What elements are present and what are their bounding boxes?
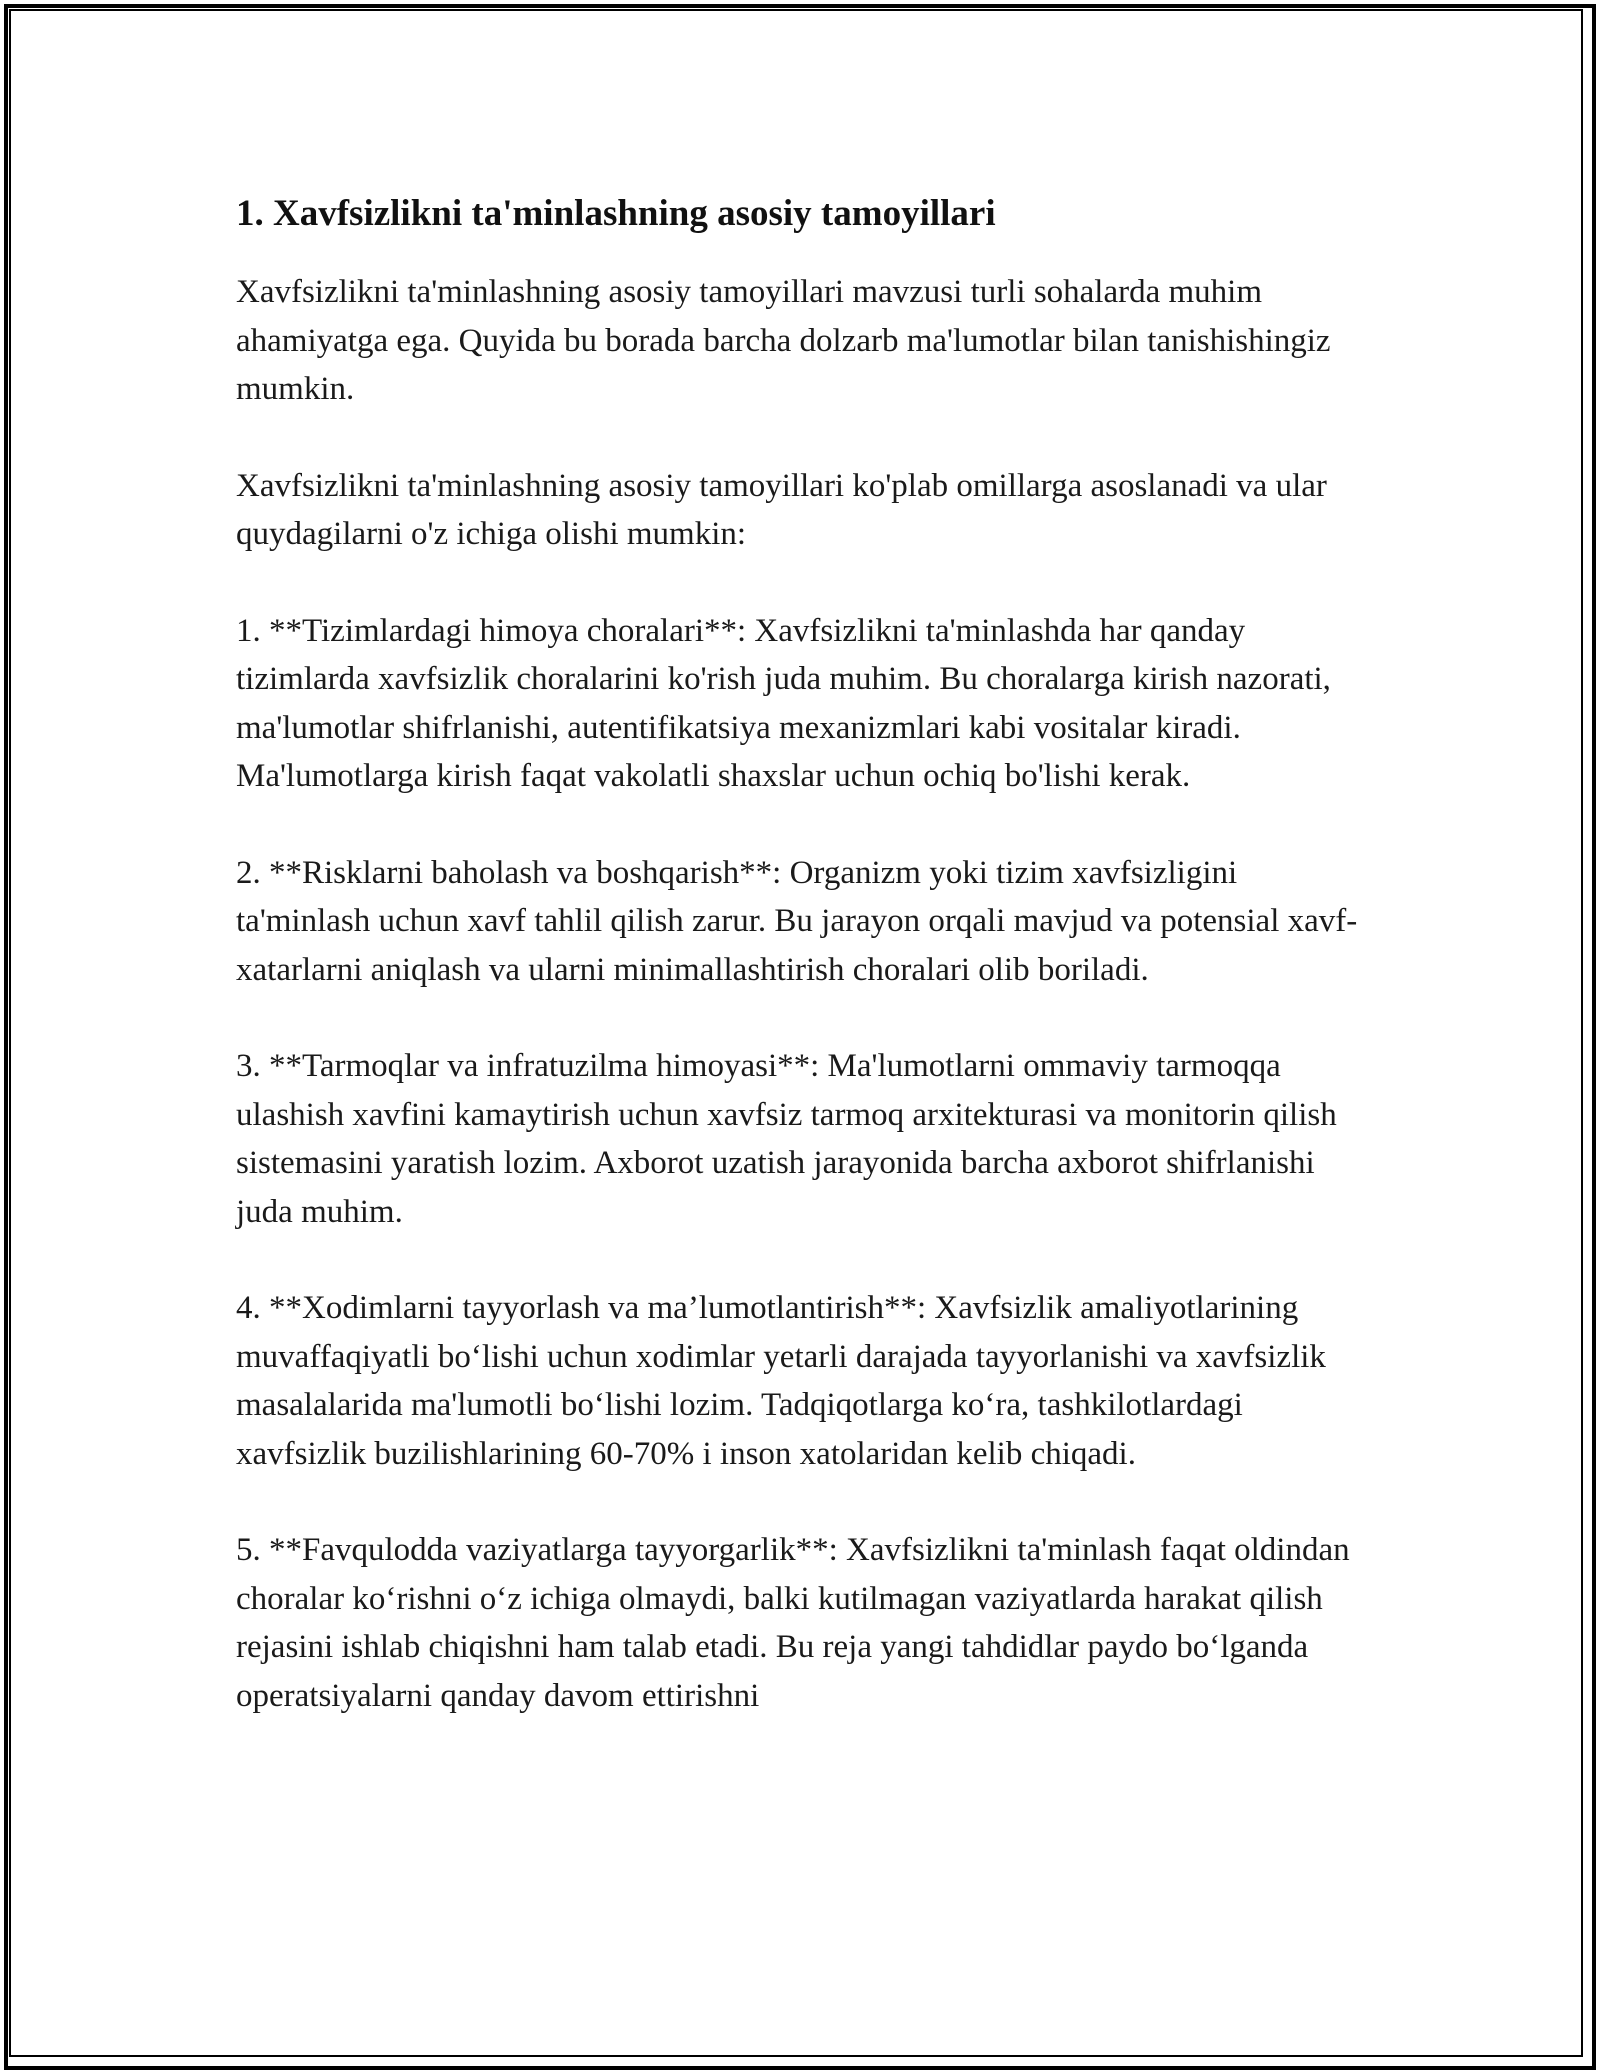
- page-title: 1. Xavfsizlikni ta'minlashning asosiy tamoyillari: [236, 193, 996, 234]
- principles-lead-paragraph: Xavfsizlikni ta'minlashning asosiy tamoyillari ko'plab omillarga asoslanadi va ular quydagilarni o'z ichiga olishi mumkin:: [236, 467, 1327, 552]
- principle-item-3: 3. **Tarmoqlar va infratuzilma himoyasi**: Ma'lumotlarni ommaviy tarmoqqa ulashish xavfini kamaytirish uchun xavfsiz tarmoq arxitekturasi va monitorin qilish sistemasini yaratish lozim. Axborot uzatish jarayonida barcha axborot shifrlanishi juda muhim.: [236, 1048, 1337, 1230]
- intro-paragraph: Xavfsizlikni ta'minlashning asosiy tamoyillari mavzusi turli sohalarda muhim ahamiyatga ega. Quyida bu borada barcha dolzarb ma'lumotlar bilan tanishishingiz mumkin.: [236, 274, 1331, 407]
- document-body: [236, 188, 1376, 1768]
- principle-item-2: 2. **Risklarni baholash va boshqarish**: Organizm yoki tizim xavfsizligini ta'minlash uchun xavf tahlil qilish zarur. Bu jarayon orqali mavjud va potensial xavf-xatarlarni aniqlash va ularni minimallashtirish choralari olib boriladi.: [236, 854, 1358, 988]
- principle-item-5: 5. **Favqulodda vaziyatlarga tayyorgarlik**: Xavfsizlikni ta'minlash faqat oldindan choralar ko‘rishni o‘z ichiga olmaydi, balki kutilmagan vaziyatlarda harakat qilish rejasini ishlab chiqishni ham talab etadi. Bu reja yangi tahdidlar paydo bo‘lganda operatsiyalarni qanday davom ettirishni: [236, 1532, 1350, 1714]
- principle-item-4: 4. **Xodimlarni tayyorlash va ma’lumotlantirish**: Xavfsizlik amaliyotlarining muvaffaqiyatli bo‘lishi uchun xodimlar yetarli darajada tayyorlanishi va xavfsizlik masalalarida ma'lumotli bo‘lishi lozim. Tadqiqotlarga ko‘ra, tashkilotlardagi xavfsizlik buzilishlarining 60-70% i inson xatolaridan kelib chiqadi.: [236, 1290, 1326, 1472]
- principle-item-1: 1. **Tizimlardagi himoya choralari**: Xavfsizlikni ta'minlashda har qanday tizimlarda xavfsizlik choralarini ko'rish juda muhim. Bu choralarga kirish nazorati, ma'lumotlar shifrlanishi, autentifikatsiya mexanizmlari kabi vositalar kiradi. Ma'lumotlarga kirish faqat vakolatli shaxslar uchun ochiq bo'lishi kerak.: [236, 612, 1331, 794]
